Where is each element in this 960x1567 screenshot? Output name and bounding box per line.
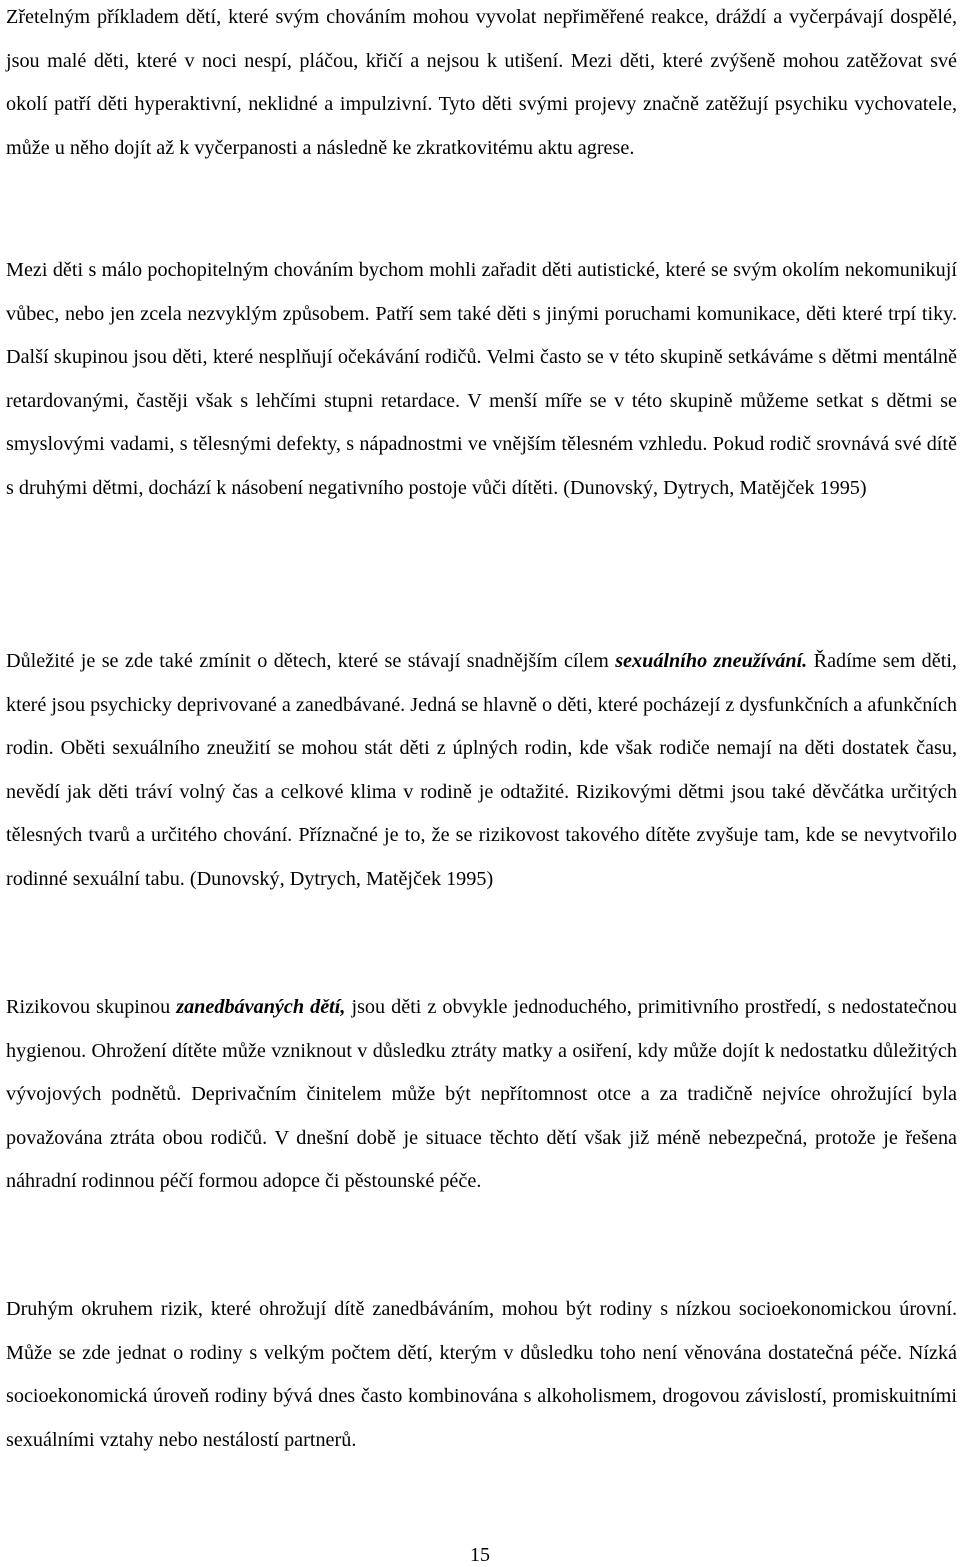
paragraph-5: Druhým okruhem rizik, které ohrožují dítě zanedbáváním, mohou být rodiny s nízkou socioekonomickou úrovní. Může se zde jednat o rodiny s velkým počtem dětí, kterým v důsledku toho není věnována dostatečná péče. Nízká socioekonomická úroveň rodiny bývá dnes často kombinována s alkoholismem, drogovou závislostí, promiskuitními sexuálními vztahy nebo nestálostí partnerů. — [6, 1298, 957, 1451]
paragraph-4-emphasis: zanedbávaných dětí, — [176, 996, 346, 1018]
paragraph-4-rest: jsou děti z obvykle jednoduchého, primitivního prostředí, s nedostatečnou hygienou. Ohrožení dítěte může vzniknout v důsledku ztráty matky a osiření, kdy může dojít k nedostatku důležitých vývojových podnětů. Deprivačním činitelem může být nepřítomnost otce a za tradičně nejvíce ohrožující byla považována ztráta obou rodičů. V dnešní době je situace těchto dětí však již méně nebezpečná, protože je řešena náhradní rodinnou péčí formou adopce či pěstounské péče. — [6, 996, 958, 1193]
paragraph-3-lead: Důležité je se zde také zmínit o dětech, které se stávají snadnějším cílem — [6, 650, 616, 672]
page-number: 15 — [470, 1544, 490, 1566]
paragraph-2: Mezi děti s málo pochopitelným chováním bychom mohli zařadit děti autistické, které se svým okolím nekomunikují vůbec, nebo jen zcela nezvyklým způsobem. Patří sem také děti s jinými poruchami komunikace, děti které trpí tiky. Další skupinou jsou děti, které nesplňují očekávání rodičů. Velmi často se v této skupině setkáváme s dětmi mentálně retardovanými, častěji však s lehčími stupni retardace. V menší míře se v této skupině můžeme setkat s dětmi se smyslovými vadami, s tělesnými defekty, s nápadnostmi ve vnějším tělesném vzhledu. Pokud rodič srovnává své dítě s druhými dětmi, dochází k násobení negativního postoje vůči dítěti. (Dunovský, Dytrych, Matějček 1995) — [6, 259, 957, 499]
paragraph-4 — [6, 986, 957, 1204]
paragraph-3 — [6, 640, 957, 902]
paragraph-4-lead: Rizikovou skupinou — [6, 996, 177, 1018]
paragraph-3-emphasis: sexuálního zneužívání. — [615, 650, 808, 672]
paragraph-1: Zřetelným příkladem dětí, které svým chováním mohou vyvolat nepřiměřené reakce, dráždí a vyčerpávají dospělé, jsou malé děti, které v noci nespí, pláčou, křičí a nejsou k utišení. Mezi děti, které zvýšeně mohou zatěžovat své okolí patří děti hyperaktivní, neklidné a impulzivní. Tyto děti svými projevy značně zatěžují psychiku vychovatele, může u něho dojít až k vyčerpanosti a následně ke zkratkovitému aktu agrese. — [6, 6, 957, 159]
paragraph-3-rest: Řadíme sem děti, které jsou psychicky deprivované a zanedbávané. Jedná se hlavně o děti, které pocházejí z dysfunkčních a afunkčních rodin. Oběti sexuálního zneužití se mohou stát děti z úplných rodin, kde však rodiče nemají na děti dostatek času, nevědí jak děti tráví volný čas a celkové klima v rodině je odtažité. Rizikovými dětmi jsou také děvčátka určitých tělesných tvarů a určitého chování. Příznačné je to, že se rizikovost takového dítěte zvyšuje tam, kde se nevytvořilo rodinné sexuální tabu. (Dunovský, Dytrych, Matějček 1995) — [6, 650, 957, 890]
